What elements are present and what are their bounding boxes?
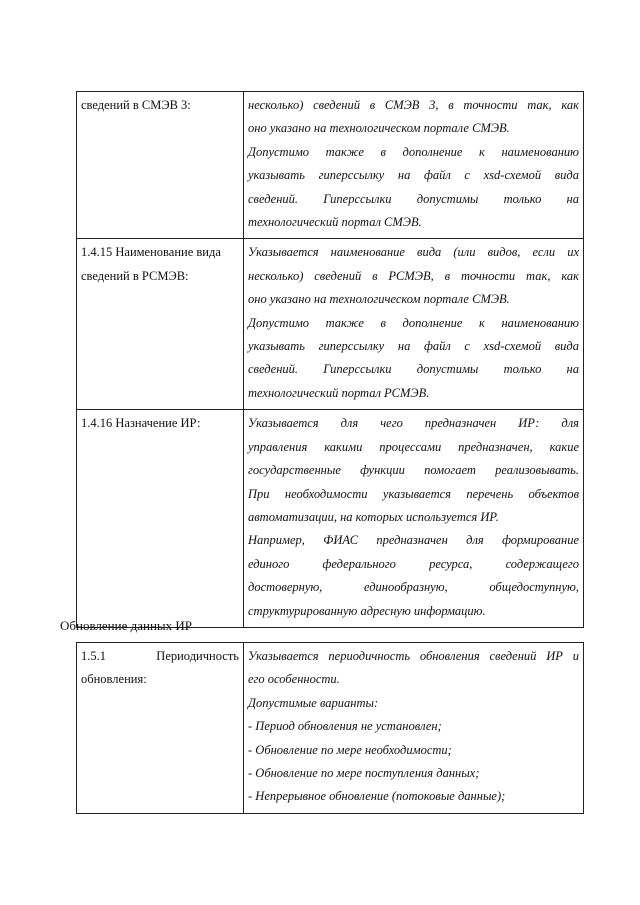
description-line: государственные функции помогает реализовывать.: [248, 463, 579, 478]
table-row: [77, 410, 584, 628]
description-line: единого федерального ресурса, содержащего: [248, 556, 579, 571]
attributes-table: [76, 91, 584, 628]
description-line: указывать гиперссылку на файл с xsd-схемой вида: [248, 168, 579, 183]
description-line: Например, ФИАС предназначен для формирование: [248, 533, 579, 548]
description-line: - Обновление по мере поступления данных;: [248, 766, 480, 781]
row-label-line: сведений в РСМЭВ:: [81, 268, 189, 283]
row-description-cell: [244, 643, 584, 814]
description-line: технологический портал СМЭВ.: [248, 215, 422, 230]
row-label-cell: [77, 92, 244, 239]
table-row: [77, 239, 584, 410]
description-line: автоматизации, на которых используется ИР.: [248, 509, 499, 524]
row-description-cell: [244, 92, 584, 239]
row-label-line: 1.4.16 Назначение ИР:: [81, 416, 201, 431]
description-line: Указывается для чего предназначен ИР: для: [248, 416, 579, 431]
row-label-cell: [77, 410, 244, 628]
description-line: несколько) сведений в СМЭВ 3, в точности так, как: [248, 98, 579, 112]
description-line: Указывается периодичность обновления сведений ИР и: [248, 649, 579, 663]
row-label-cell: [77, 239, 244, 410]
description-line: Указывается наименование вида (или видов, если их: [248, 245, 579, 260]
description-line: При необходимости указывается перечень объектов: [248, 486, 579, 501]
description-line: управления какими процессами предназначен, какие: [248, 439, 579, 454]
description-line: Допустимо также в дополнение к наименованию: [248, 315, 579, 330]
description-line: - Обновление по мере необходимости;: [248, 742, 452, 757]
row-description-cell: [244, 239, 584, 410]
row-label-line: 1.5.1 Периодичность: [81, 649, 239, 663]
row-label-line: сведений в СМЭВ 3:: [81, 98, 191, 112]
update-table: [76, 642, 584, 814]
row-label-cell: [77, 643, 244, 814]
description-line: указывать гиперссылку на файл с xsd-схемой вида: [248, 339, 579, 354]
description-line: оно указано на технологическом портале СМЭВ.: [248, 292, 510, 307]
row-label-line: 1.4.15 Наименование вида: [81, 245, 221, 260]
description-line: несколько) сведений в РСМЭВ, в точности так, как: [248, 268, 579, 283]
description-line: - Непрерывное обновление (потоковые данные);: [248, 789, 506, 804]
row-description-cell: [244, 410, 584, 628]
description-line: сведений. Гиперссылки допустимы только на: [248, 362, 579, 377]
description-line: технологический портал РСМЭВ.: [248, 385, 430, 400]
section-heading: Обновление данных ИР: [60, 618, 193, 633]
description-line: - Период обновления не установлен;: [248, 719, 442, 734]
description-line: его особенности.: [248, 672, 340, 687]
description-line: Допустимо также в дополнение к наименованию: [248, 144, 579, 159]
description-line: структурированную адресную информацию.: [248, 603, 486, 618]
description-line: оно указано на технологическом портале СМЭВ.: [248, 121, 510, 136]
row-label-line: обновления:: [81, 672, 147, 687]
description-line: Допустимые варианты:: [248, 695, 379, 710]
table-row: [77, 643, 584, 814]
description-line: достоверную, единообразную, общедоступную,: [248, 580, 579, 595]
attributes-table-body: [77, 92, 584, 628]
table-row: [77, 92, 584, 239]
update-table-body: [77, 643, 584, 814]
description-line: сведений. Гиперссылки допустимы только на: [248, 191, 579, 206]
